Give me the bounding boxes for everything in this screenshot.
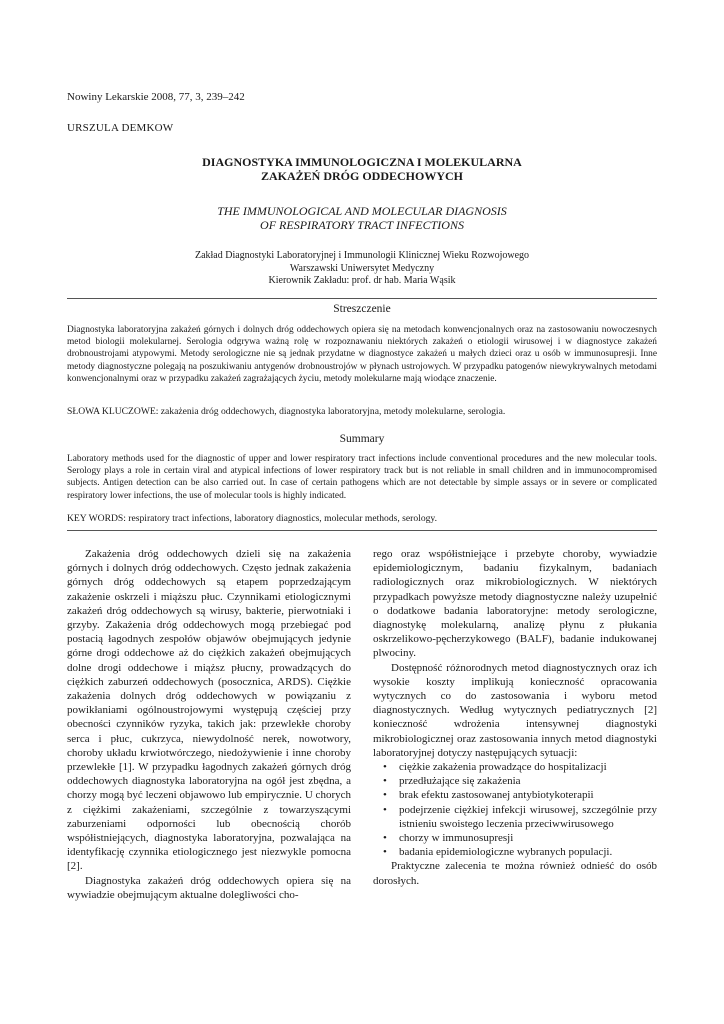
list-item-text: brak efektu zastosowanej antybiotykoterapii (399, 789, 594, 802)
situations-list (373, 760, 657, 859)
author-name: URSZULA DEMKOW (67, 122, 174, 134)
keywords-english: KEY WORDS: respiratory tract infections, laboratory diagnostics, molecular methods, serology. (67, 513, 437, 524)
body-paragraph: Zakażenia dróg oddechowych dzieli się na zakażenia górnych i dolnych dróg oddechowych. Często jednak zakażenia górnych dróg oddechowych są etapem poprzedzającym zakażenie oskrzeli i miąższu płuc. Czynnikami etiologicznymi zakażeń dróg oddechowych są wirusy, bakterie, pierwotniaki i grzyby. Zakażenia dróg oddechowych mogą przebiegać pod postacią łagodnych zespołów objawów obejmujących jedynie górne drogi oddechowe aż do ciężkich zakażeń obejmujących dolne drogi oddechowe i miąższ płucny, prowadzących do ciężkich zaburzeń oddechowych (posocznica, ARDS). Ciężkie zakażenia dolnych dróg oddechowych w powiązaniu z powikłaniami ogólnoustrojowymi występują częściej przy obecności czynników ryzyka, takich jak: przewlekłe choroby serca i płuc, cukrzyca, niewydolność nerek, nowotwory, choroby układu krwiotwórczego, niedożywienie i inne choroby przewlekłe [1]. W przypadku łagodnych zakażeń górnych dróg oddechowych diagnostyka laboratoryjna na ogół jest zbędna, a chorzy mogą być leczeni objawowo lub empirycznie. U chorych z ciężkimi zakażeniami, szczególnie z towarzyszącymi zaburzeniami odporności lub obecnością chorób współistniejących, diagnostyka laboratoryjna, pozwalająca na identyfikację czynnika etiologicznego jest niezwykle pomocna [2]. (67, 548, 351, 873)
list-item-text: przedłużające się zakażenia (399, 775, 521, 788)
list-item-text: badania epidemiologiczne wybranych populacji. (399, 846, 613, 859)
keywords-polish: SŁOWA KLUCZOWE: zakażenia dróg oddechowych, diagnostyka laboratoryjna, metody molekularne, serologia. (67, 406, 506, 417)
list-item (373, 760, 657, 774)
summary-text: Laboratory methods used for the diagnostic of upper and lower respiratory tract infections include conventional procedures and the new molecular tools. Serology plays a role in certain viral and atypical infections of lower respiratory track but is not reliable in small children and in immunocompromised subjects. Antigen detection can be also carried out. In case of certain pathogens which are not detectable by simple assays or in severe or complicated respiratory lower infections, the use of molecular tools is highly indicated. (67, 454, 657, 501)
summary-heading: Summary (339, 433, 385, 445)
list-item (373, 845, 657, 859)
streszczenie-text: Diagnostyka laboratoryjna zakażeń górnych i dolnych dróg oddechowych opiera się na metodach konwencjonalnych oraz na zastosowaniu nowoczesnych metod biologii molekularnej. Serologia odgrywa ważną rolę w rozpoznawaniu niektórych zakażeń o etiologii wirusowej i w diagnostyce zakażeń drobnoustrojami atypowymi. Metody serologiczne nie są jednak przydatne w diagnostyce zakażeń u małych dzieci oraz u osób w immunosupresji. Inne metody diagnostyczne polegają na poszukiwaniu antygenów drobnoustrojów w płynach ustrojowych. W przypadku patogenów niewykrywalnych metodami konwencjonalnymi oraz w przypadku zakażeń zagrażających życiu, metody molekularne mają wiodące znaczenie. (67, 325, 657, 384)
body-paragraph: Praktyczne zalecenia te można również odnieść do osób dorosłych. (373, 860, 657, 887)
bullet-icon: • (383, 789, 387, 802)
body-column-left (67, 547, 351, 902)
body-paragraph: Dostępność różnorodnych metod diagnostycznych oraz ich wysokie koszty implikują konieczność opracowania wytycznych co do zastosowania i wyboru metod diagnostycznych. Według wytycznych pediatrycznych [2] konieczność wdrożenia intensywnej diagnostyki mikrobiologicznej oraz zastosowania innych metod diagnostyki laboratoryjnej dotyczy następujących sytuacji: (373, 661, 657, 759)
list-item (373, 831, 657, 845)
streszczenie-heading: Streszczenie (333, 303, 391, 315)
title-polish (67, 155, 657, 183)
list-item-text: podejrzenie ciężkiej infekcji wirusowej, szczególnie przy istnieniu swoistego leczenia przeciwwirusowego (399, 803, 657, 830)
bullet-icon: • (383, 761, 387, 774)
list-item (373, 788, 657, 802)
list-item (373, 803, 657, 831)
list-item-text: chorzy w immunosupresji (399, 832, 514, 845)
bullet-icon: • (383, 803, 387, 816)
affiliation (67, 250, 657, 288)
body-column-right (373, 547, 657, 888)
bullet-icon: • (383, 846, 387, 859)
journal-citation: Nowiny Lekarskie 2008, 77, 3, 239–242 (67, 91, 245, 103)
title-polish-line-1: DIAGNOSTYKA IMMUNOLOGICZNA I MOLEKULARNA (202, 155, 522, 169)
body-paragraph: Diagnostyka zakażeń dróg oddechowych opiera się na wywiadzie obejmującym aktualne dolegliwości cho- (67, 874, 351, 901)
title-english-line-1: THE IMMUNOLOGICAL AND MOLECULAR DIAGNOSIS (217, 204, 507, 218)
section-divider-top (67, 298, 657, 299)
affiliation-head: Kierownik Zakładu: prof. dr hab. Maria Wąsik (268, 275, 456, 286)
affiliation-department: Zakład Diagnostyki Laboratoryjnej i Immunologii Klinicznej Wieku Rozwojowego (194, 250, 530, 261)
list-item-text: ciężkie zakażenia prowadzące do hospitalizacji (399, 761, 607, 774)
title-polish-line-2: ZAKAŻEŃ DRÓG ODDECHOWYCH (260, 169, 463, 183)
bullet-icon: • (383, 775, 387, 788)
body-paragraph: rego oraz współistniejące i przebyte choroby, wywiadzie epidemiologicznym, badaniu fizykalnym, badaniach radiologicznych oraz mikrobiologicznych. W niektórych przypadkach powyższe metody diagnostyczne należy uzupełnić o dodatkowe badania laboratoryjne: metody serologiczne, diagnostykę molekularną, analizę płynu z płukania oskrzelikowo-pęcherzykowego (BALF), badanie indukowanej plwociny. (373, 548, 657, 660)
list-item (373, 774, 657, 788)
section-divider-bottom (67, 530, 657, 531)
bullet-icon: • (383, 832, 387, 845)
affiliation-university: Warszawski Uniwersytet Medyczny (289, 262, 435, 274)
title-english-line-2: OF RESPIRATORY TRACT INFECTIONS (260, 218, 464, 232)
title-english (67, 204, 657, 232)
